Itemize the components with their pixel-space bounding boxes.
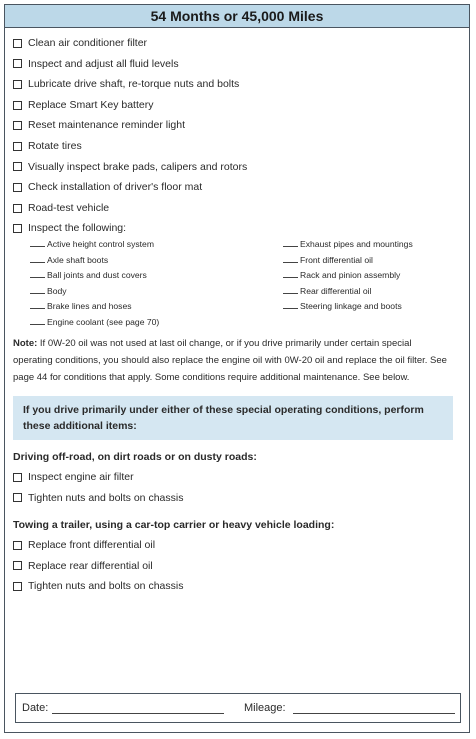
checklist-item-label: Reset maintenance reminder light [28, 119, 185, 132]
checklist-item[interactable] [13, 95, 453, 116]
checkbox-icon[interactable] [13, 101, 22, 110]
checklist-item[interactable] [13, 467, 453, 488]
inspect-item[interactable] [283, 253, 463, 269]
checklist-item-label: Lubricate drive shaft, re-torque nuts and bolts [28, 78, 240, 91]
mileage-label: Mileage: [244, 702, 286, 714]
checkbox-icon[interactable] [13, 493, 22, 502]
checklist-item[interactable] [13, 54, 453, 75]
checkbox-icon[interactable] [13, 59, 22, 68]
checklist-item[interactable] [13, 488, 453, 509]
inspect-item-label: Brake lines and hoses [47, 301, 132, 312]
blank-line[interactable] [30, 254, 45, 263]
towing-title: Towing a trailer, using a car-top carrier or heavy vehicle loading: [13, 519, 335, 531]
inspect-list-left [30, 237, 260, 331]
checkbox-icon[interactable] [13, 561, 22, 570]
checklist-item-label: Inspect the following: [28, 222, 127, 235]
main-checklist [13, 33, 453, 239]
oil-note [13, 335, 453, 386]
special-conditions-callout: If you drive primarily under either of these special operating conditions, perform these additional items: [13, 396, 453, 440]
inspect-item-label: Engine coolant (see page 70) [47, 316, 160, 327]
inspect-item[interactable] [283, 299, 463, 315]
inspect-item-label: Exhaust pipes and mountings [300, 239, 413, 249]
checkbox-icon[interactable] [13, 80, 22, 89]
checklist-item-label: Inspect engine air filter [28, 471, 134, 483]
inspect-item-label: Ball joints and dust covers [47, 270, 147, 281]
checkbox-icon[interactable] [13, 162, 22, 171]
date-field[interactable] [52, 713, 224, 714]
inspect-item[interactable] [30, 284, 260, 300]
checklist-item-label: Tighten nuts and bolts on chassis [28, 580, 184, 593]
note-label: Note: [13, 338, 38, 349]
inspect-item[interactable] [283, 268, 463, 284]
inspect-item-label: Rack and pinion assembly [300, 270, 401, 281]
inspect-item[interactable] [30, 315, 260, 331]
inspect-item[interactable] [30, 299, 260, 315]
inspect-item[interactable] [30, 268, 260, 284]
checklist-item-label: Visually inspect brake pads, calipers and rotors [28, 160, 248, 173]
inspect-item[interactable] [30, 253, 260, 269]
inspect-item[interactable] [283, 284, 463, 300]
maintenance-card [4, 4, 470, 733]
checklist-item-label: Inspect and adjust all fluid levels [28, 57, 179, 70]
mileage-field[interactable] [293, 713, 455, 714]
inspect-item-label: Rear differential oil [300, 285, 372, 296]
offroad-checklist [13, 467, 453, 508]
inspect-item-label: Front differential oil [300, 254, 373, 265]
blank-line[interactable] [283, 300, 298, 309]
checkbox-icon[interactable] [13, 183, 22, 192]
checklist-item[interactable] [13, 576, 453, 597]
checklist-item[interactable] [13, 33, 453, 54]
blank-line[interactable] [30, 316, 45, 325]
checklist-item[interactable] [13, 157, 453, 178]
checkbox-icon[interactable] [13, 142, 22, 151]
blank-line[interactable] [283, 269, 298, 278]
blank-line[interactable] [283, 285, 298, 294]
checkbox-icon[interactable] [13, 39, 22, 48]
checklist-item-label: Clean air conditioner filter [28, 37, 148, 49]
offroad-title: Driving off-road, on dirt roads or on dusty roads: [13, 451, 257, 463]
checklist-item[interactable] [13, 218, 453, 239]
blank-line[interactable] [283, 254, 298, 263]
checklist-item-label: Replace front differential oil [28, 539, 156, 551]
checkbox-icon[interactable] [13, 582, 22, 591]
inspect-item-label: Steering linkage and boots [300, 301, 402, 312]
checklist-item[interactable] [13, 115, 453, 136]
checklist-item[interactable] [13, 556, 453, 577]
checklist-item[interactable] [13, 535, 453, 556]
checklist-item[interactable] [13, 74, 453, 95]
blank-line[interactable] [30, 300, 45, 309]
inspect-item-label: Axle shaft boots [47, 254, 109, 265]
checklist-item[interactable] [13, 136, 453, 157]
date-label: Date: [22, 702, 49, 714]
blank-line[interactable] [30, 238, 45, 247]
blank-line[interactable] [30, 285, 45, 294]
inspect-item[interactable] [283, 237, 463, 253]
checklist-item-label: Replace rear differential oil [28, 559, 153, 572]
checklist-item[interactable] [13, 198, 453, 219]
checklist-item-label: Road-test vehicle [28, 201, 110, 214]
checklist-item-label: Replace Smart Key battery [28, 98, 154, 111]
checkbox-icon[interactable] [13, 224, 22, 233]
checklist-item[interactable] [13, 177, 453, 198]
checklist-item-label: Tighten nuts and bolts on chassis [28, 491, 184, 504]
towing-checklist [13, 535, 453, 597]
inspect-item[interactable] [30, 237, 260, 253]
note-text: If 0W-20 oil was not used at last oil change, or if you drive primarily under certain special operating conditions, you should also replace the engine oil with 0W-20 oil and replace the oil filter. See page 44 for conditions that apply. Some conditions require additional maintenance. See below. [13, 338, 447, 383]
blank-line[interactable] [283, 238, 298, 247]
checkbox-icon[interactable] [13, 541, 22, 550]
inspect-item-label: Body [47, 285, 67, 296]
checkbox-icon[interactable] [13, 204, 22, 213]
inspect-list-right [283, 237, 463, 315]
signoff-footer [15, 693, 461, 723]
checkbox-icon[interactable] [13, 121, 22, 130]
checklist-item-label: Rotate tires [28, 139, 82, 152]
checklist-item-label: Check installation of driver's floor mat [28, 181, 203, 194]
blank-line[interactable] [30, 269, 45, 278]
page-title: 54 Months or 45,000 Miles [5, 5, 469, 28]
checkbox-icon[interactable] [13, 473, 22, 482]
inspect-item-label: Active height control system [47, 239, 154, 249]
